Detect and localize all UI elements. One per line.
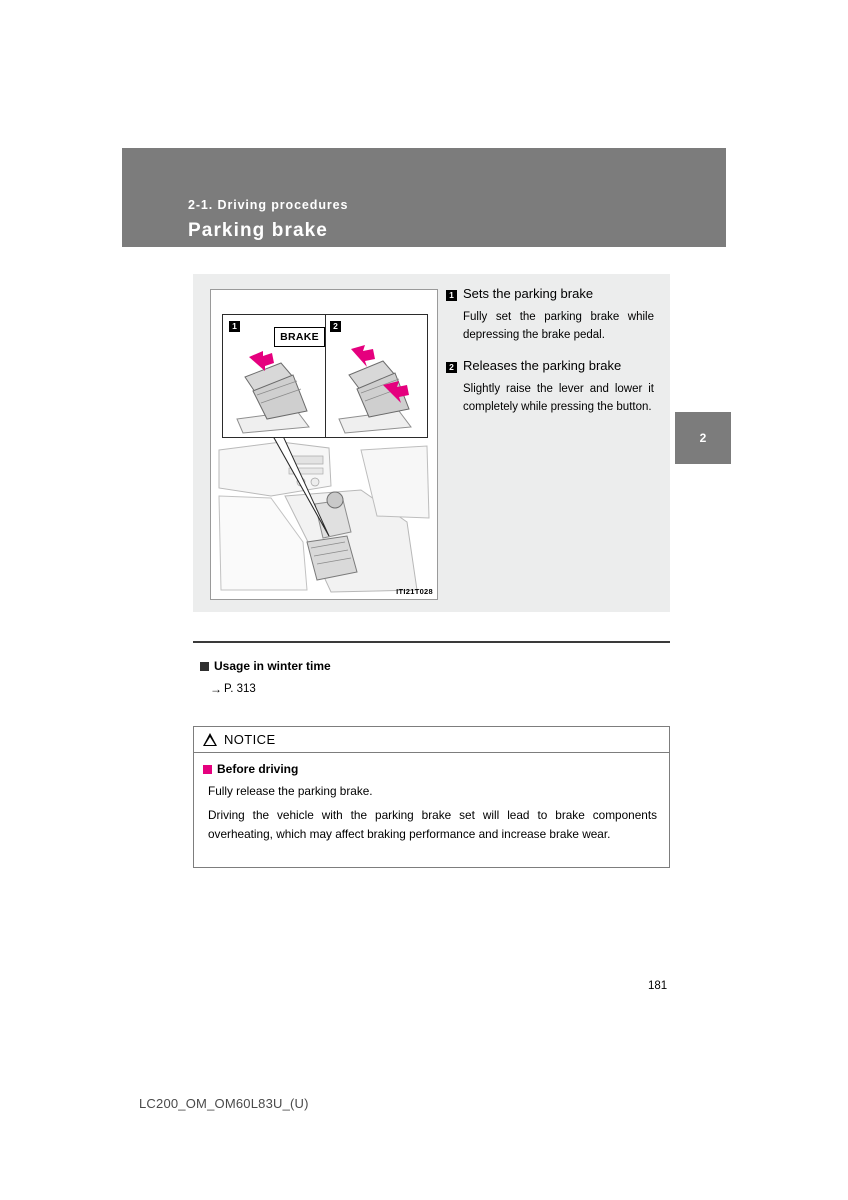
winter-usage-label: Usage in winter time <box>214 659 331 673</box>
callout-badge-1: 1 <box>229 321 240 332</box>
page-title: Parking brake <box>188 220 328 241</box>
step-badge-1: 1 <box>446 290 457 301</box>
step-body-2: Slightly raise the lever and lower it completely while pressing the button. <box>463 383 654 413</box>
page-header-band <box>122 148 726 247</box>
step-heading-2 <box>446 358 654 374</box>
section-divider <box>193 641 670 643</box>
chapter-tab <box>675 412 731 464</box>
notice-subheading <box>203 762 669 776</box>
step-item-1 <box>446 286 654 345</box>
content-panel <box>193 274 670 612</box>
chapter-number: 2 <box>699 431 707 445</box>
step-item-2 <box>446 358 654 417</box>
notice-line-1: Fully release the parking brake. <box>208 784 373 798</box>
document-code: LC200_OM_OM60L83U_(U) <box>139 1096 309 1111</box>
parking-brake-illustration <box>210 289 438 600</box>
notice-box <box>193 726 670 868</box>
illustration-code: ITI21T028 <box>396 587 433 596</box>
notice-line-2: Driving the vehicle with the parking brake set will lead to brake components overheating, which may affect braking performance and increase brake wear. <box>208 808 657 841</box>
notice-subheading-label: Before driving <box>217 762 299 776</box>
warning-triangle-icon <box>203 733 217 746</box>
brake-indicator-label: BRAKE <box>274 327 325 347</box>
winter-usage-heading <box>200 659 331 673</box>
winter-usage-reference[interactable] <box>210 682 256 696</box>
arrow-right-icon: → <box>210 682 222 696</box>
callout-badge-2: 2 <box>330 321 341 332</box>
step-title-1: Sets the parking brake <box>463 286 594 301</box>
bullet-square-icon <box>200 662 209 671</box>
notice-header <box>194 727 669 753</box>
step-badge-2: 2 <box>446 362 457 373</box>
brake-lever-detail-frame <box>222 314 428 438</box>
step-heading-1 <box>446 286 654 302</box>
notice-title: NOTICE <box>224 732 276 747</box>
breadcrumb: 2-1. Driving procedures <box>188 198 349 212</box>
steps-list <box>446 286 654 430</box>
page-reference-label[interactable]: P. 313 <box>224 683 256 695</box>
page-number: 181 <box>648 980 668 992</box>
lever-detail-drawing <box>223 315 427 437</box>
step-title-2: Releases the parking brake <box>463 357 622 373</box>
step-body-1: Fully set the parking brake while depressing the brake pedal. <box>463 311 654 342</box>
bullet-square-magenta-icon <box>203 765 212 774</box>
